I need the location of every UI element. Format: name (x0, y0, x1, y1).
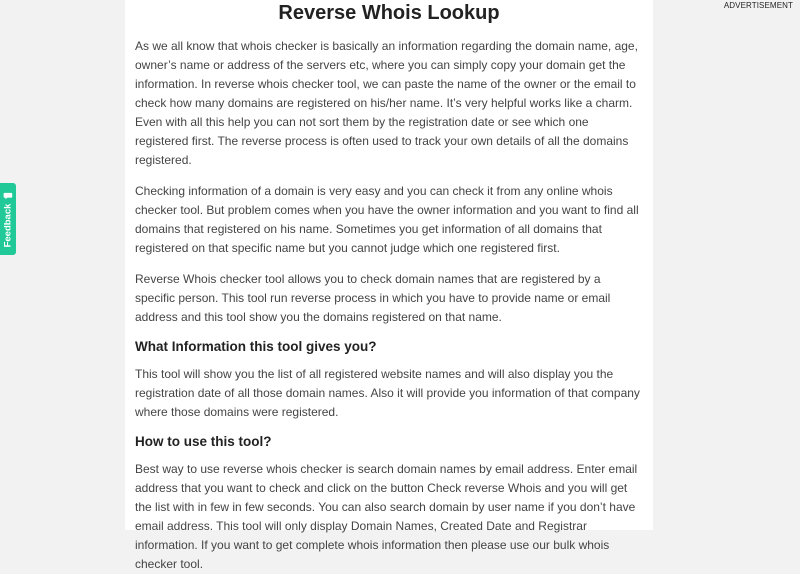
paragraph-how-to-use: Best way to use reverse whois checker is search domain names by email address. Enter email address that you want to check and click on the button Check reverse Whois and you will get the list with in few in few seconds. You can also search domain by user name if you don’t have email address. This tool will only display Domain Names, Created Date and Registrar information. If you want to get complete whois information then please use our bulk whois checker tool. (135, 462, 638, 571)
advertisement-label: ADVERTISEMENT (723, 1, 793, 10)
paragraph-information-provided: This tool will show you the list of all registered website names and will also display you the registration date of all those domain names. Also it will provide you information of that company where those domains were registered. (135, 367, 640, 419)
heading-how-to-use: How to use this tool? (135, 434, 272, 449)
feedback-tab[interactable] (0, 183, 16, 255)
article-content (125, 0, 653, 571)
speech-bubble-icon (4, 192, 13, 199)
paragraph-tool-description: Reverse Whois checker tool allows you to check domain names that are registered by a specific person. This tool run reverse process in which you have to provide name or email address and this tool show you the domains registered on that name. (135, 272, 611, 324)
heading-what-information: What Information this tool gives you? (135, 339, 377, 354)
paragraph-checking-info: Checking information of a domain is very easy and you can check it from any online whois checker tool. But problem comes when you have the owner information and you want to find all domains that registered on his name. Sometimes you get information of all domains that registered on that specific name but you cannot judge which one registered first. (135, 184, 639, 255)
feedback-label: Feedback (2, 203, 14, 247)
page-title: Reverse Whois Lookup (278, 2, 500, 24)
paragraph-intro: As we all know that whois checker is basically an information regarding the domain name, age, owner’s name or address of the servers etc, where you can simply copy your domain get the information. In reverse whois checker tool, we can paste the name of the owner or the email to check how many domains are registered on his/her name. It’s very helpful works like a charm. Even with all this help you can not sort them by the registration date or see which one registered first. The reverse process is often used to track your own details of all the domains registered. (135, 39, 638, 167)
feedback-tab-content (3, 191, 14, 247)
